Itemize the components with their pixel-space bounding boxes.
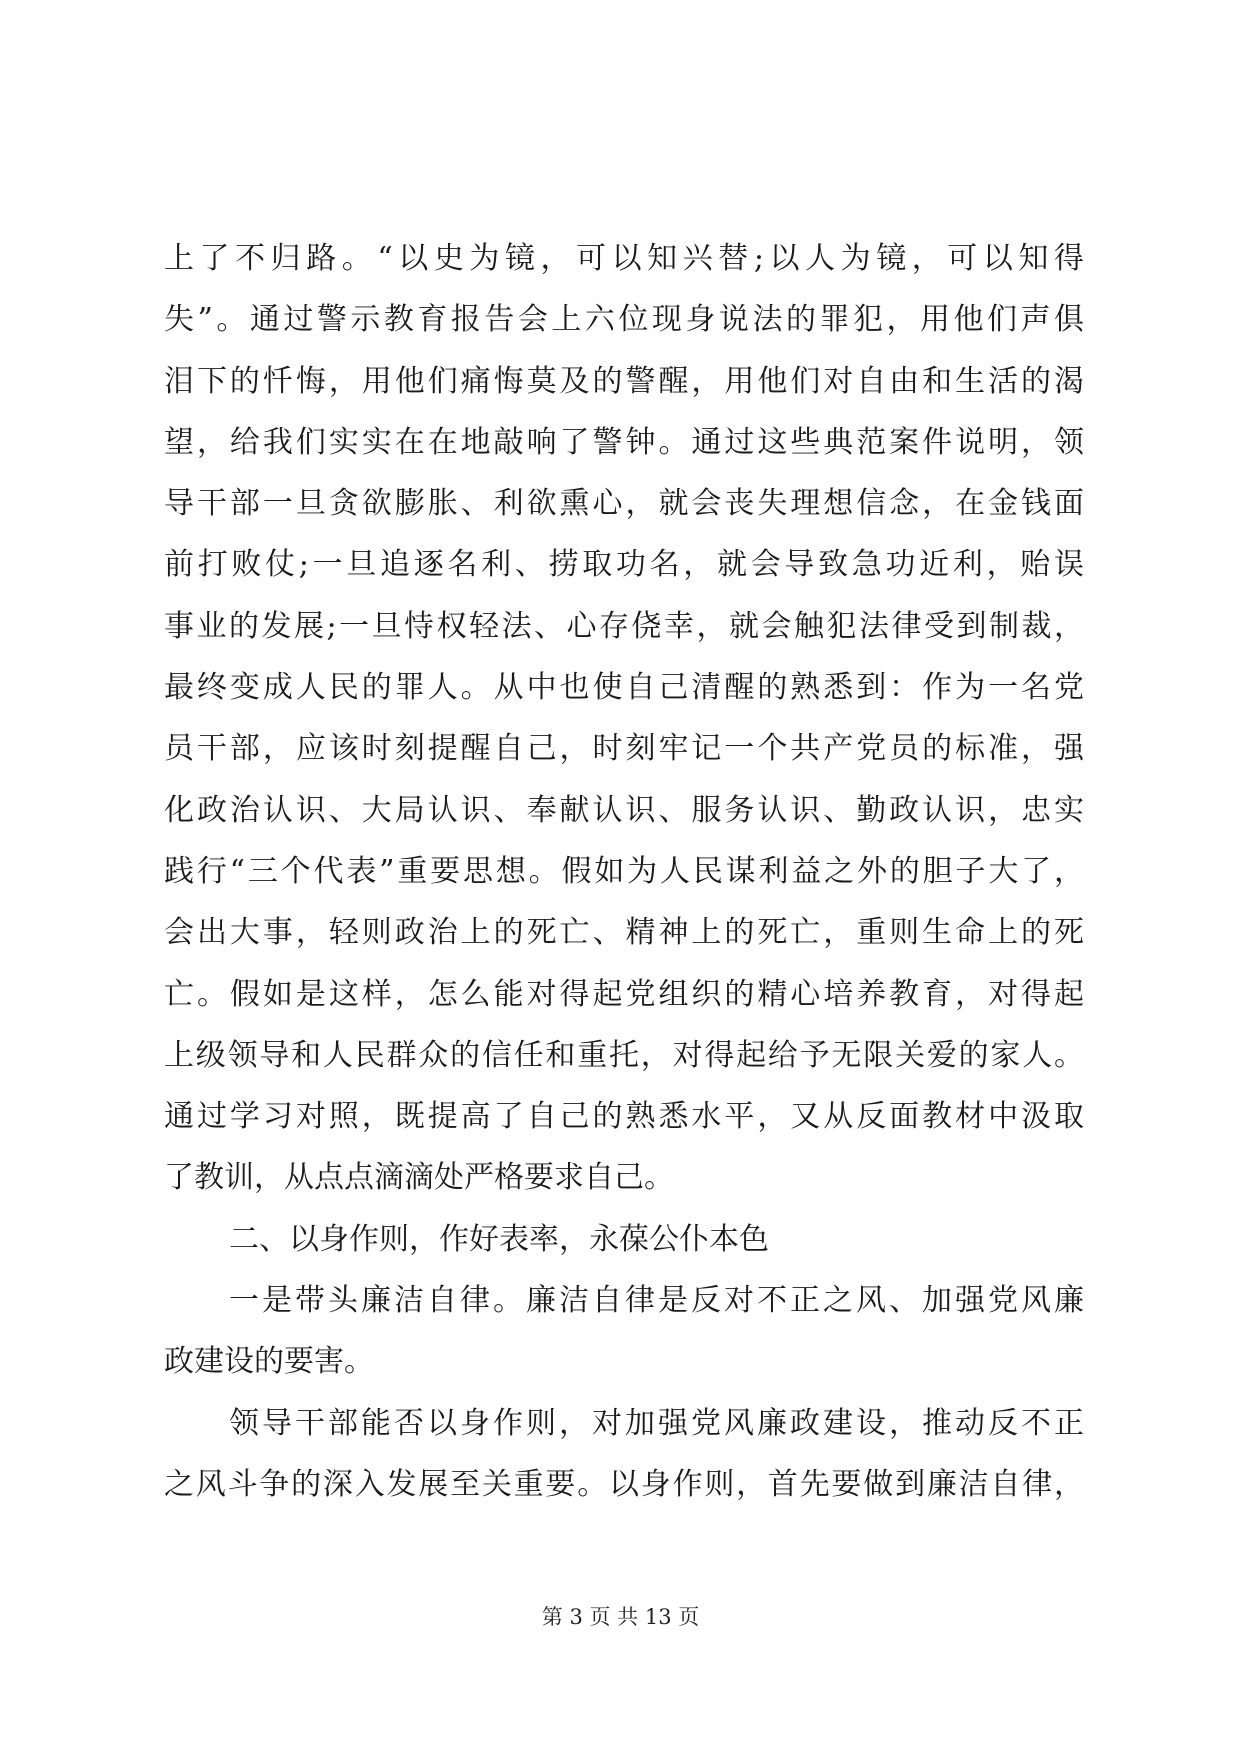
text-line: 会出大事，轻则政治上的死亡、精神上的死亡，重则生命上的死	[164, 915, 1084, 951]
text-line: 员干部，应该时刻提醒自己，时刻牢记一个共产党员的标准，强	[164, 731, 1084, 767]
text-line: 之风斗争的深入发展至关重要。以身作则，首先要做到廉洁自律，	[164, 1466, 1084, 1502]
text-line: 一是带头廉洁自律。廉洁自律是反对不正之风、加强党风廉	[229, 1283, 1084, 1319]
text-line: 望，给我们实实在在地敲响了警钟。通过这些典范案件说明，领	[164, 424, 1084, 460]
text-line: 泪下的忏悔，用他们痛悔莫及的警醒，用他们对自由和生活的渴	[164, 363, 1084, 399]
text-line: 事业的发展;一旦恃权轻法、心存侥幸，就会触犯法律受到制裁，	[164, 608, 1084, 644]
text-line: 领导干部能否以身作则，对加强党风廉政建设，推动反不正	[229, 1405, 1084, 1441]
text-line: 导干部一旦贪欲膨胀、利欲熏心，就会丧失理想信念，在金钱面	[164, 486, 1084, 522]
text-line: 亡。假如是这样，怎么能对得起党组织的精心培养教育，对得起	[164, 976, 1084, 1012]
text-line: 上了不归路。“以史为镜，可以知兴替;以人为镜，可以知得	[164, 241, 1084, 276]
text-line: 政建设的要害。	[164, 1344, 374, 1380]
text-line: 最终变成人民的罪人。从中也使自己清醒的熟悉到：作为一名党	[164, 670, 1084, 706]
text-line: 通过学习对照，既提高了自己的熟悉水平，又从反面教材中汲取	[164, 1099, 1084, 1135]
text-line: 践行“三个代表”重要思想。假如为人民谋利益之外的胆子大了，	[164, 853, 1084, 889]
text-line: 二、以身作则，作好表率，永葆公仆本色	[229, 1221, 769, 1257]
text-line: 失”。通过警示教育报告会上六位现身说法的罪犯，用他们声俱	[164, 302, 1084, 338]
text-line: 化政治认识、大局认识、奉献认识、服务认识、勤政认识，忠实	[164, 792, 1084, 828]
page-footer: 第 3 页 共 13 页	[541, 1605, 700, 1629]
body-text	[164, 228, 1084, 1515]
text-line: 上级领导和人民群众的信任和重托，对得起给予无限关爱的家人。	[164, 1037, 1084, 1073]
text-line: 了教训，从点点滴滴处严格要求自己。	[164, 1160, 674, 1196]
text-line: 前打败仗;一旦追逐名利、捞取功名，就会导致急功近利，贻误	[164, 547, 1084, 583]
